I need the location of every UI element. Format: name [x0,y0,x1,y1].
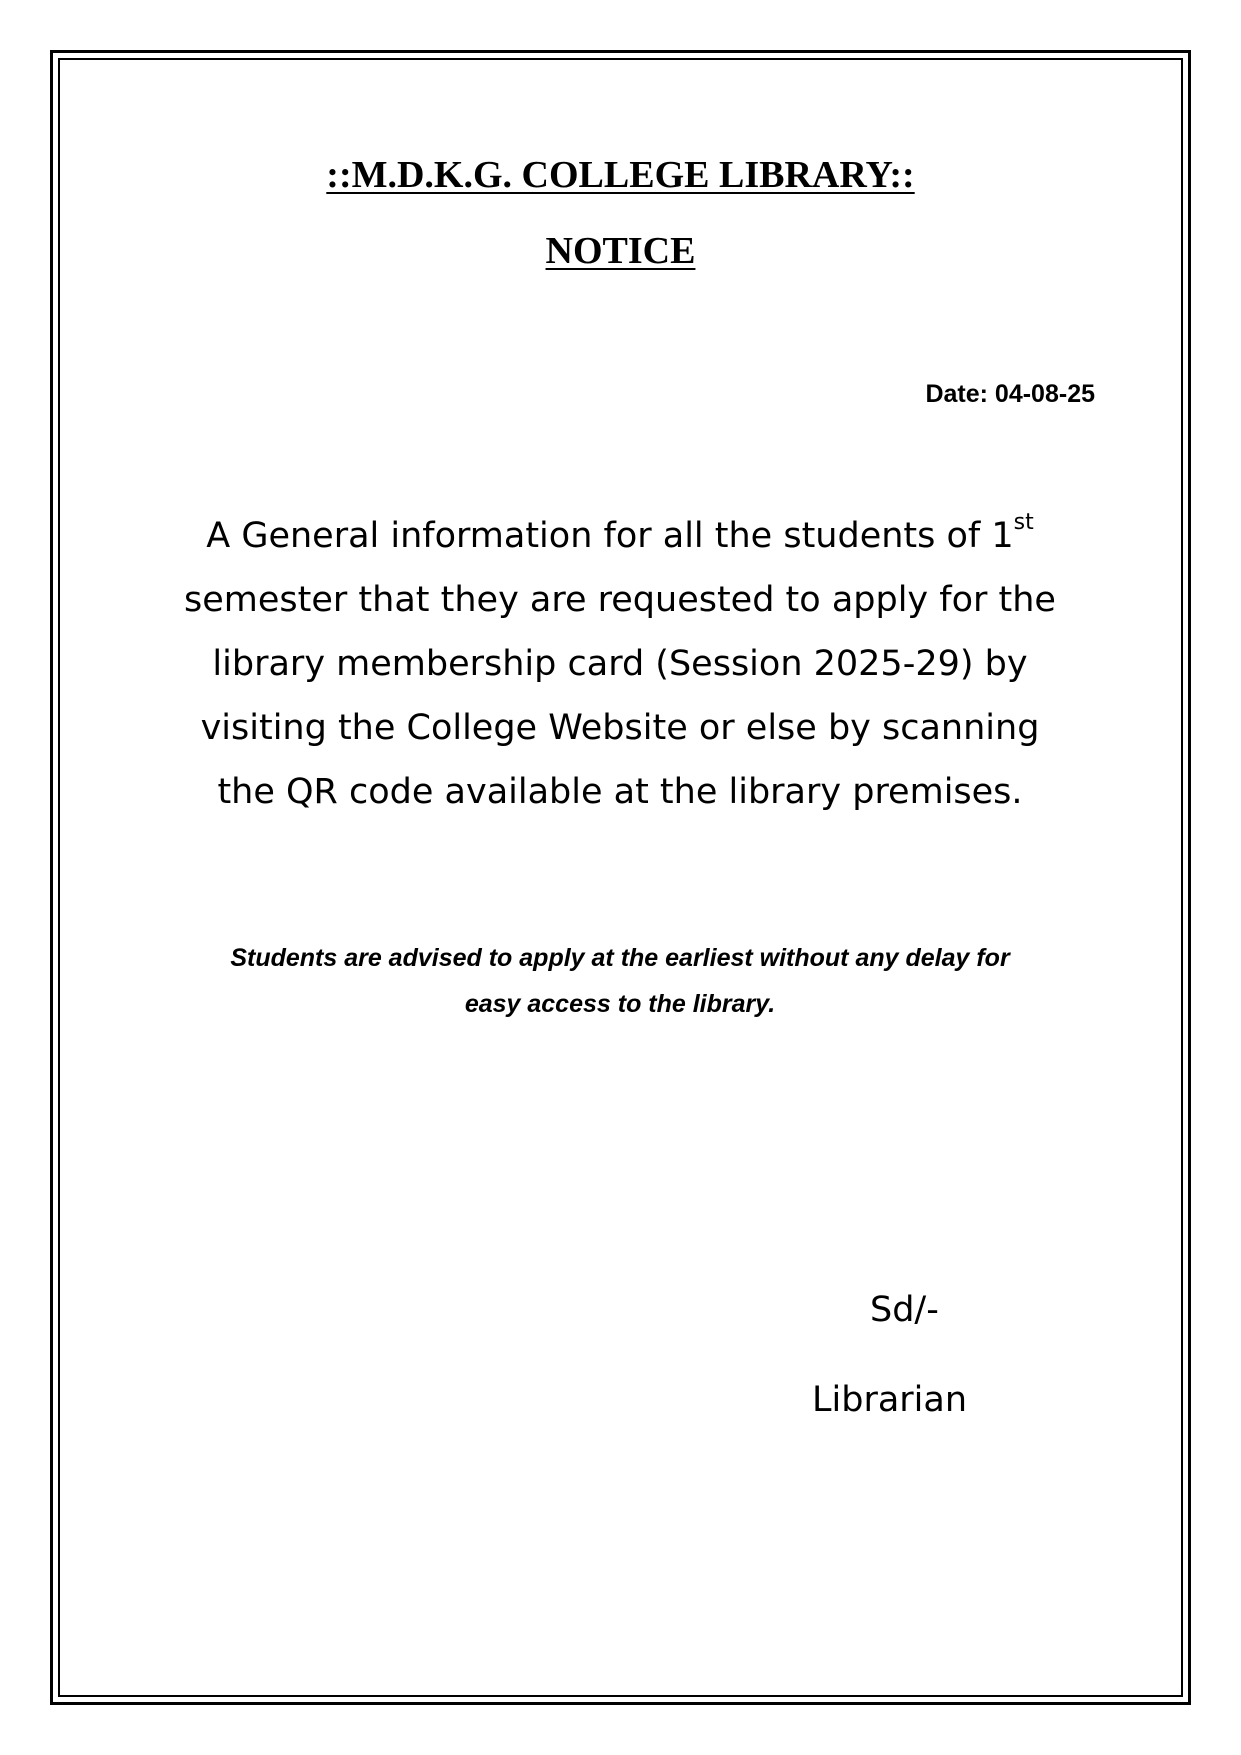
signature-mark: Sd/- [870,1290,939,1330]
inner-border [58,58,1183,1697]
body-line-3: library membership card (Session 2025-29) by [212,644,1028,684]
notice-body [140,504,1100,824]
signer-title: Librarian [812,1380,968,1420]
body-line-1 [140,504,1100,568]
advice-line-2: easy access to the library. [464,990,776,1018]
advice-line-1: Students are advised to apply at the earliest without any delay for [230,944,1010,972]
notice-date: Date: 04-08-25 [925,380,1095,408]
body-line-4: visiting the College Website or else by scanning [200,708,1040,748]
ordinal-suffix: st [1013,510,1034,535]
body-line-2: semester that they are requested to apply for the [184,580,1056,620]
notice-heading: NOTICE [545,230,696,272]
advice-note [150,935,1090,1027]
college-title: ::M.D.K.G. COLLEGE LIBRARY:: [326,154,915,196]
body-line-5: the QR code available at the library premises. [217,772,1023,812]
body-line-1-text: A General information for all the students of 1 [206,516,1014,556]
